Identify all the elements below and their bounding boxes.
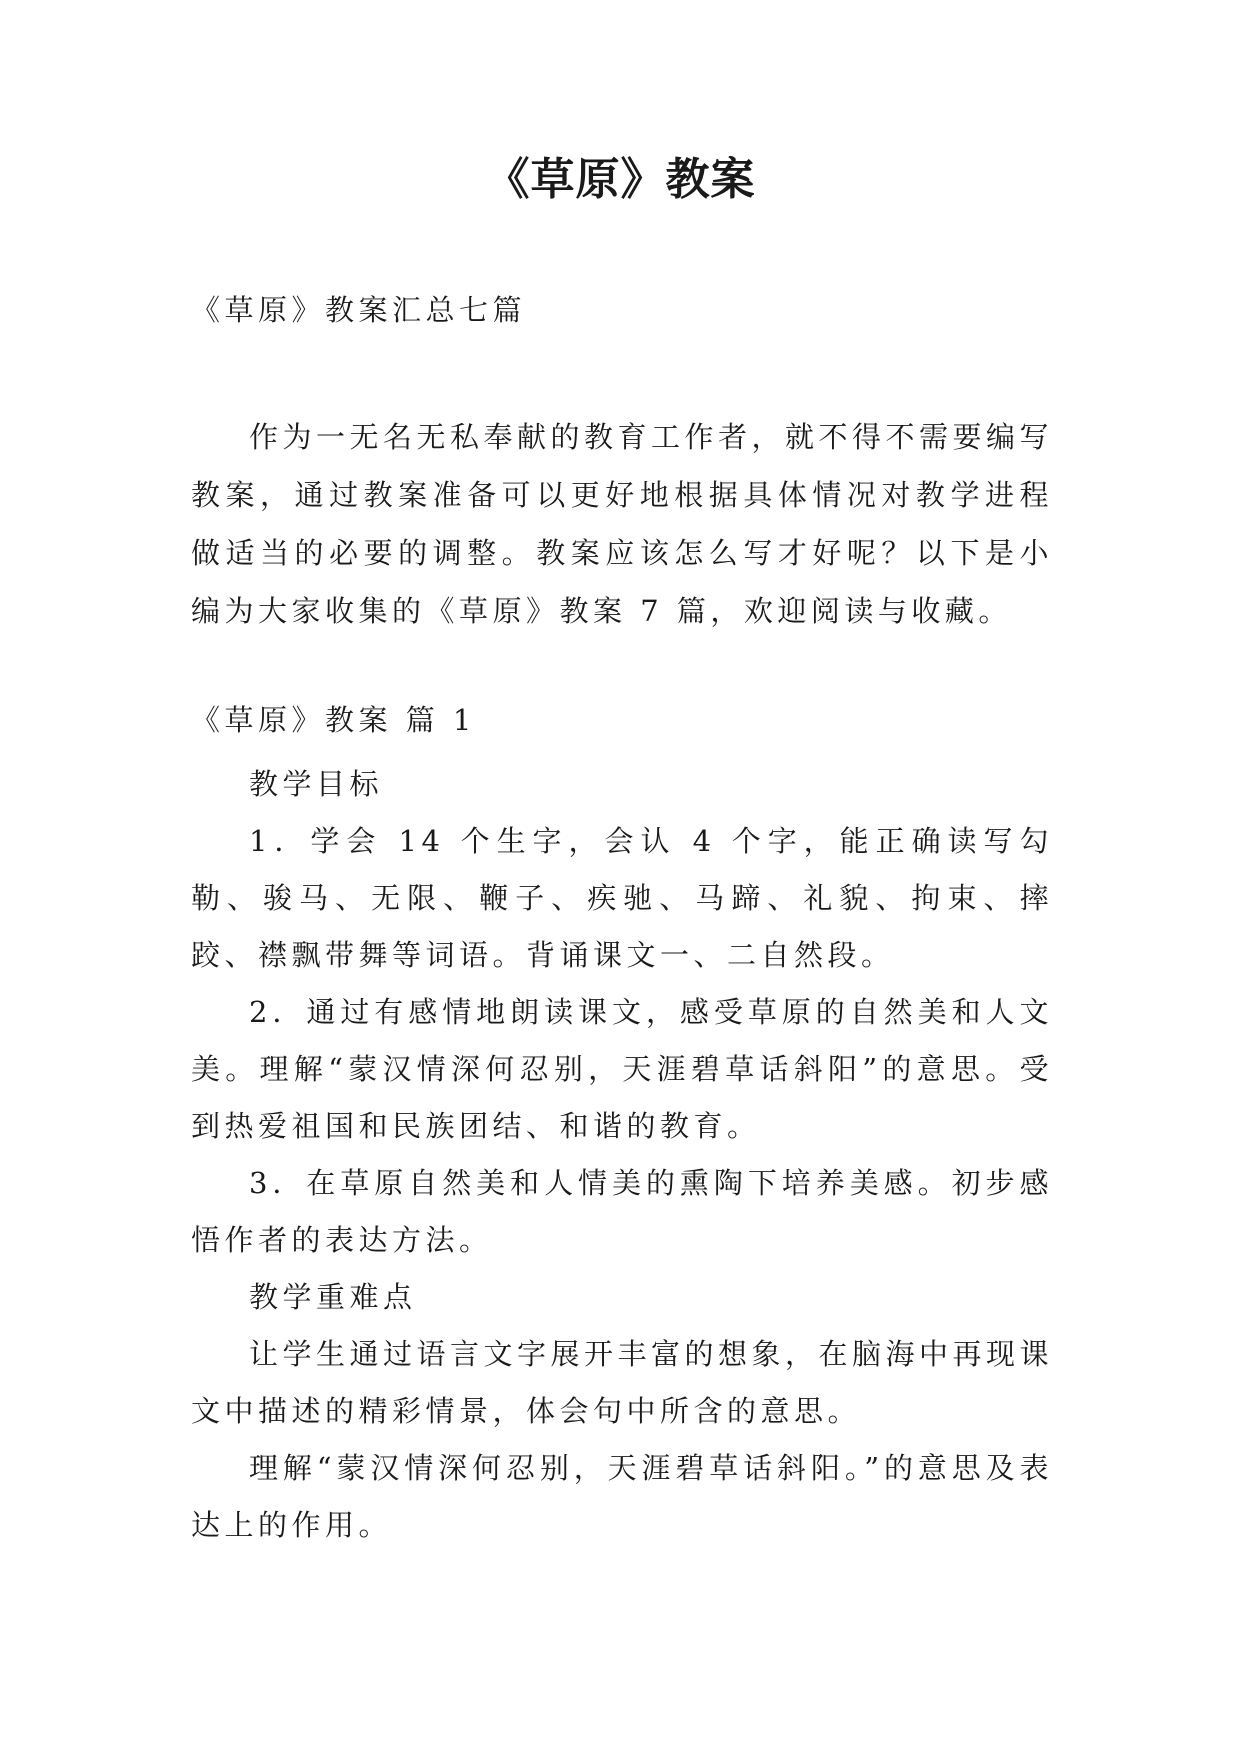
difficulty-heading: 教学重难点	[249, 1280, 417, 1314]
goal-item-3: 3．在草原自然美和人情美的熏陶下培养美感。初步感悟作者的表达方法。	[191, 1166, 1053, 1257]
intro-section	[191, 408, 1053, 640]
document-title: 《草原》教案	[485, 154, 756, 205]
section-body	[191, 756, 1053, 1554]
goal-item-2: 2．通过有感情地朗读课文，感受草原的自然美和人文美。理解“蒙汉情深何忍别，天涯碧草话斜阳”的意思。受到热爱祖国和民族团结、和谐的教育。	[191, 995, 1053, 1143]
goal-item-1: 1．学会 14 个生字，会认 4 个字，能正确读写勾勒、骏马、无限、鞭子、疾驰、马蹄、礼貌、拘束、摔跤、襟飘带舞等词语。背诵课文一、二自然段。	[191, 824, 1053, 972]
difficulty-item-1: 让学生通过语言文字展开丰富的想象，在脑海中再现课文中描述的精彩情景，体会句中所含的意思。	[191, 1337, 1054, 1428]
goals-heading: 教学目标	[249, 767, 384, 801]
intro-paragraph: 作为一无名无私奉献的教育工作者，就不得不需要编写教案，通过教案准备可以更好地根据具体情况对教学进程做适当的必要的调整。教案应该怎么写才好呢？以下是小编为大家收集的《草原》教案 7 篇，欢迎阅读与收藏。	[191, 420, 1054, 628]
document-subtitle: 《草原》教案汇总七篇	[191, 293, 527, 327]
section-heading: 《草原》教案 篇 1	[191, 703, 476, 737]
difficulty-item-2: 理解“蒙汉情深何忍别，天涯碧草话斜阳。”的意思及表达上的作用。	[191, 1451, 1053, 1542]
